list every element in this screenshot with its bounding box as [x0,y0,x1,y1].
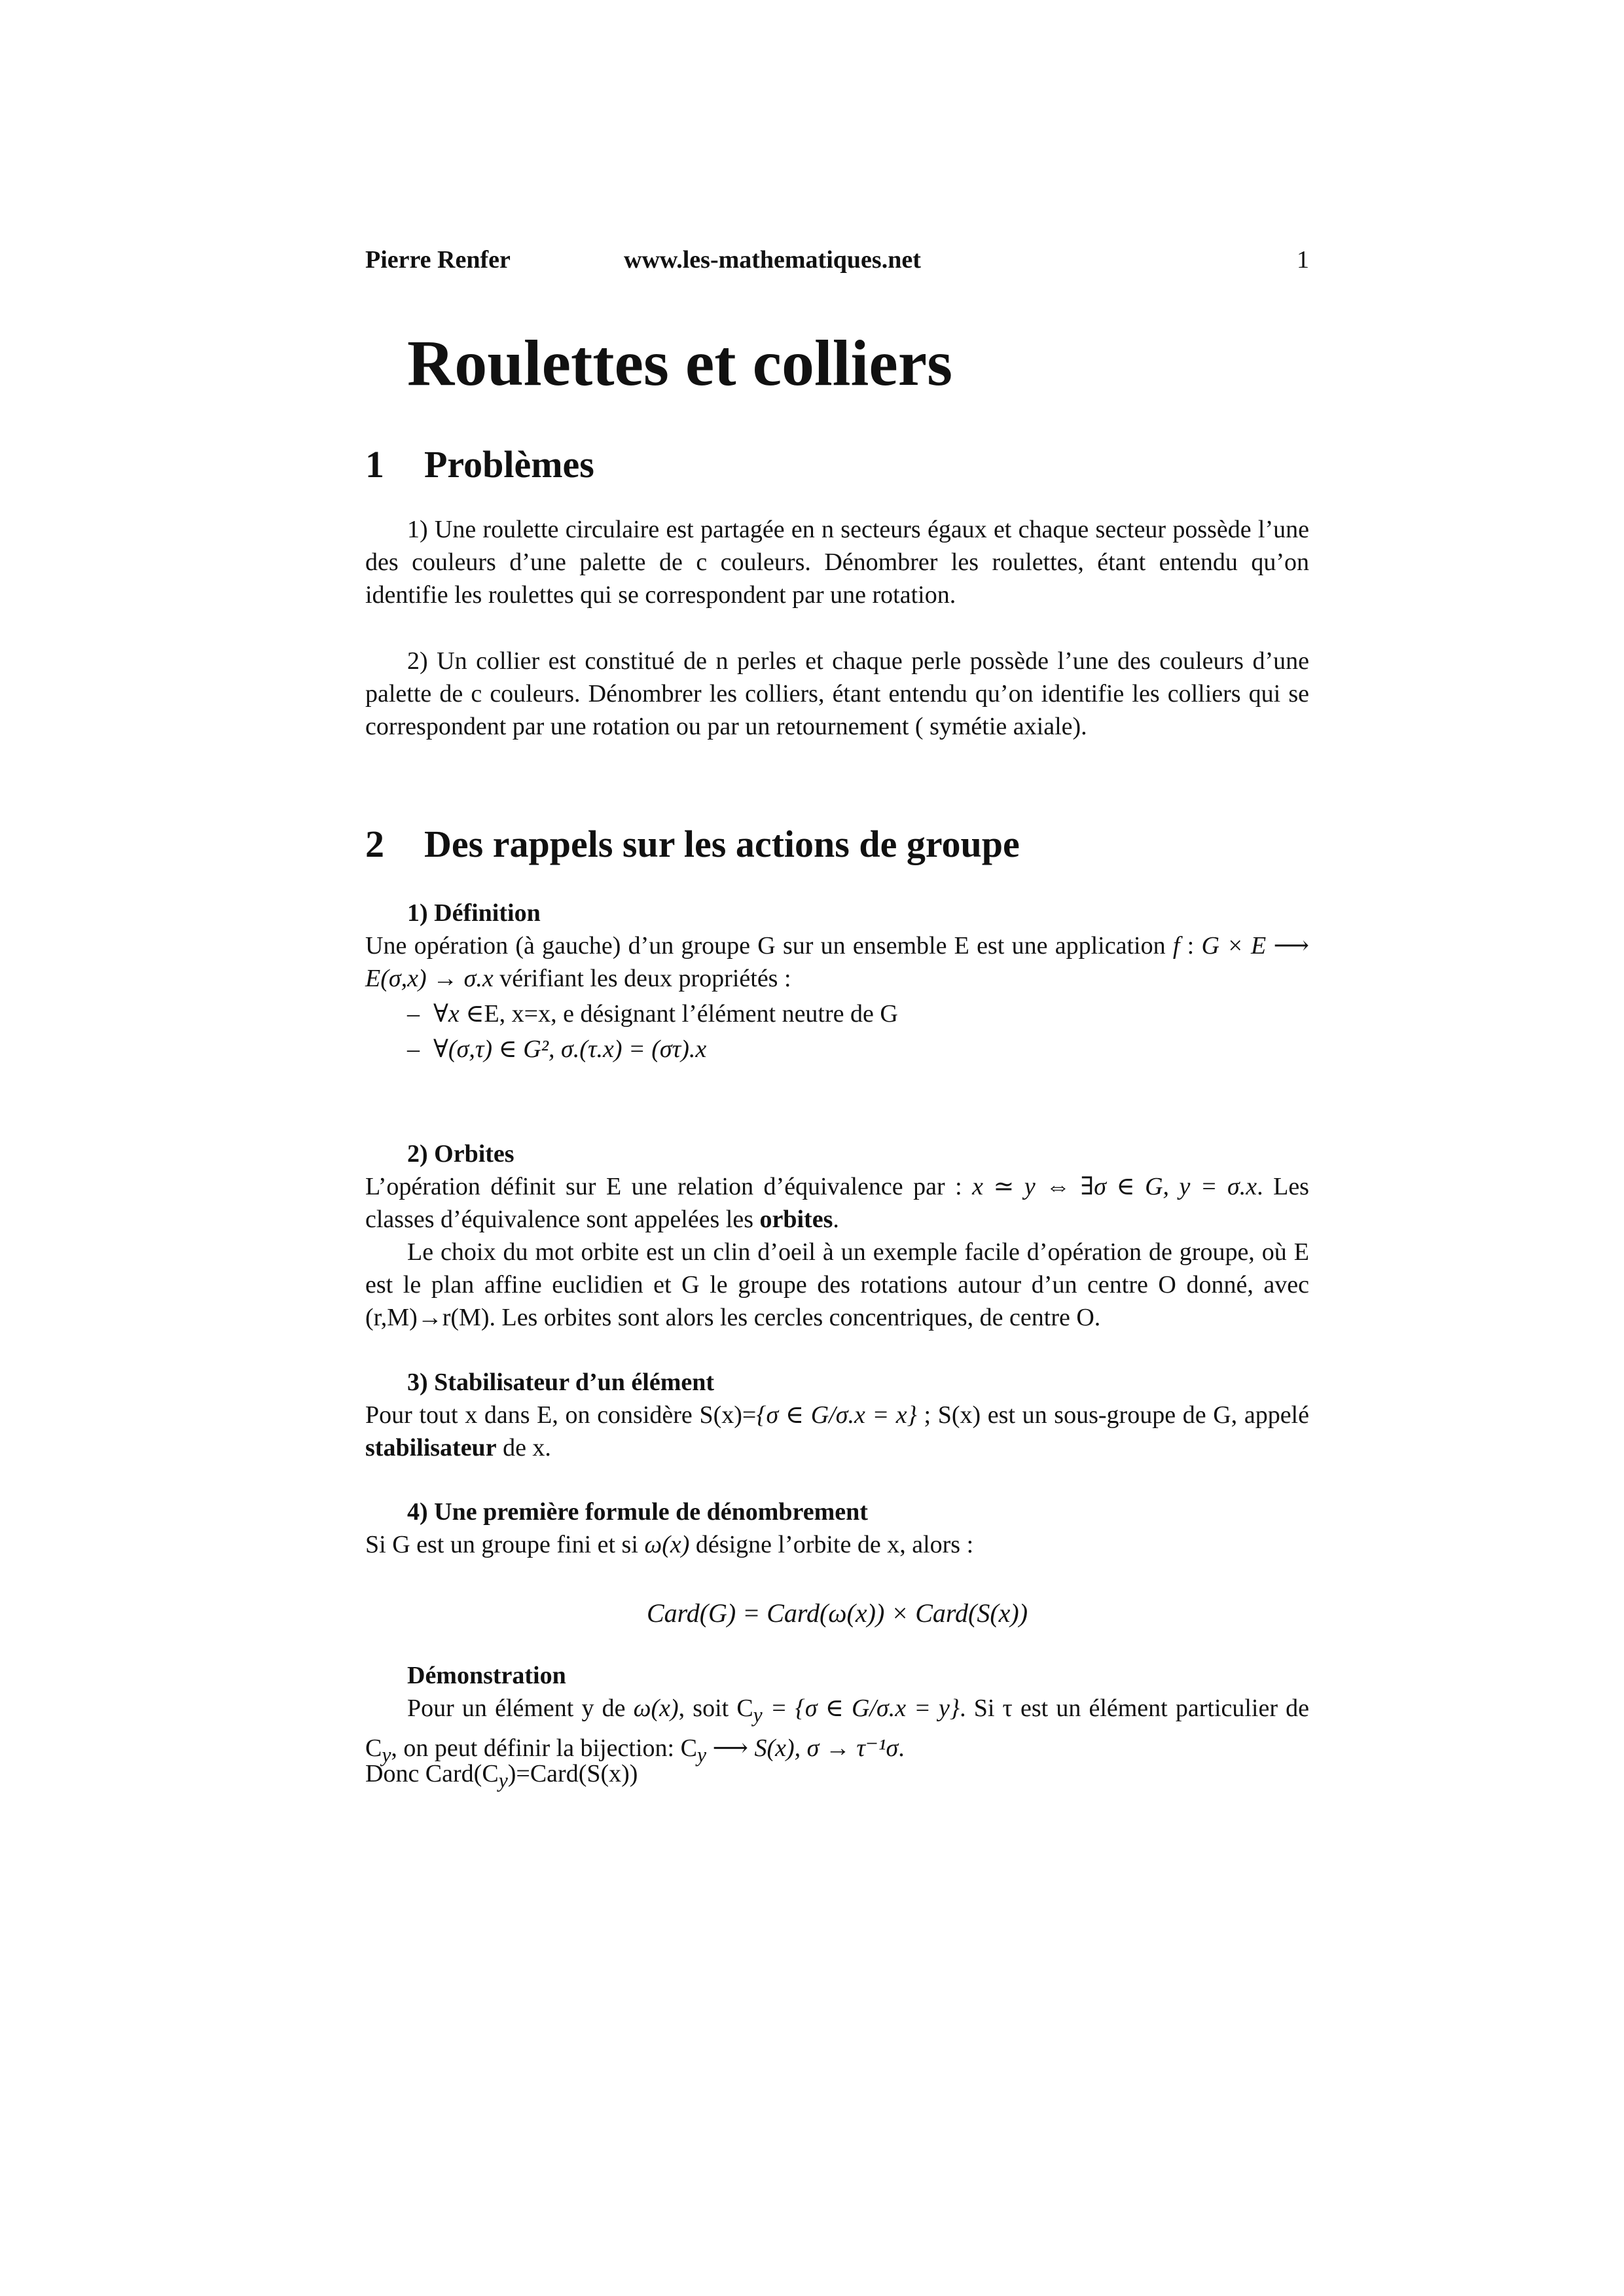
counting-paragraph [365,1528,1309,1561]
text: Une opération (à gauche) d’un groupe G sur un ensemble E est une application [365,932,1173,960]
website: www.les-mathematiques.net [624,246,921,274]
text: Si G est un groupe fini et si [365,1531,645,1558]
subheading-definition: 1) Définition [407,899,541,927]
text: Donc Card(C [365,1760,499,1787]
math: ω(x) [644,1531,690,1558]
math-formula: = {σ ∈ G/σ.x = y} [762,1695,960,1722]
section-heading-2 [365,821,1020,867]
math-formula: {σ ∈ G/σ.x = x} [756,1401,917,1429]
document-title: Roulettes et colliers [407,327,953,399]
text: , soit C [678,1695,753,1722]
text: )=Card(S(x)) [507,1760,638,1787]
text: ; S(x) est un sous-groupe de G, appelé [916,1401,1309,1429]
section-title: Des rappels sur les actions de groupe [424,823,1020,865]
subscript: y [753,1703,763,1727]
author: Pierre Renfer [365,246,511,274]
math: f [1172,932,1180,960]
math-formula: ∀(σ,τ) ∈ G², σ.(τ.x) = (στ).x [433,1035,707,1063]
page-header [365,245,1309,285]
problem-2-paragraph: 2) Un collier est constitué de n perles et chaque perle possède l’une des couleurs d’une palette de c couleurs. Dénombrer les colliers, étant entendu qu’on identifie les colliers qui se correspondent par une rotation ou par un retournement ( symétie axiale). [365,647,1309,740]
property-list [407,996,898,1067]
subscript: y [696,1743,706,1767]
section-number: 1 [365,443,384,486]
text: ∈E, x=x, e désignant l’élément neutre de G [459,1000,898,1028]
list-item: – ∀(σ,τ) ∈ G², σ.(τ.x) = (στ).x [407,1035,707,1063]
bold-term: orbites [759,1206,833,1233]
math-formula: ⟶ S(x), σ → τ⁻¹σ [706,1734,899,1762]
text: vérifiant les deux propriétés : [493,965,791,992]
math-formula: x ≃ y ⇔ ∃σ ∈ G, y = σ.x [972,1173,1257,1200]
section-title: Problèmes [424,443,594,486]
text: : [1180,932,1195,960]
section-heading-1 [365,442,594,488]
text: désigne l’orbite de x, alors : [689,1531,974,1558]
math: ∀x [433,1000,460,1028]
bold-term: stabilisateur [365,1434,497,1462]
page-number: 1 [1297,246,1309,274]
text: . Si τ est un élément particulier de C [365,1695,1310,1762]
subheading-counting-formula: 4) Une première formule de dénombrement [407,1498,868,1526]
orbits-paragraph [365,1170,1309,1236]
text: L’opération définit sur E une relation d’équivalence par : [365,1173,973,1200]
text: de x. [496,1434,551,1462]
list-item: – ∀x ∈E, x=x, e désignant l’élément neutre de G [407,1000,898,1028]
text: Pour tout x dans E, on considère S(x)= [365,1401,757,1429]
text: . [898,1734,905,1762]
subheading-demonstration: Démonstration [407,1662,566,1689]
text: . [833,1206,839,1233]
section-number: 2 [365,823,384,865]
display-formula: Card(G) = Card(ω(x)) × Card(S(x)) [646,1598,1028,1628]
math: ω(x) [633,1695,679,1722]
stabilizer-paragraph [365,1399,1309,1464]
subheading-orbits: 2) Orbites [407,1140,514,1168]
subheading-stabilizer: 3) Stabilisateur d’un élément [407,1369,715,1396]
text: , on peut définir la bijection: C [391,1734,697,1762]
math-formula: G × E ⟶ E(σ,x) → σ.x [365,932,1310,992]
orbits-example-paragraph: Le choix du mot orbite est un clin d’oeil à un exemple facile d’opération de groupe, où E est le plan affine euclidien et G le groupe des rotations autour d’un centre O donné, avec (r,M)→r(M). Les orbites sont alors les cercles concentriques, de centre O. [365,1238,1309,1331]
problem-1-paragraph: 1) Une roulette circulaire est partagée en n secteurs égaux et chaque secteur possède l’une des couleurs d’une palette de c couleurs. Dénombrer les roulettes, étant entendu qu’on identifie les roulettes qui se correspondent par une rotation. [365,516,1309,609]
text: Pour un élément y de [407,1695,634,1722]
subscript: y [382,1743,391,1767]
subscript: y [498,1768,508,1792]
definition-paragraph [365,929,1309,995]
text: . Les classes d’équivalence sont appelées les [365,1173,1309,1233]
demonstration-conclusion [365,1757,1309,1797]
